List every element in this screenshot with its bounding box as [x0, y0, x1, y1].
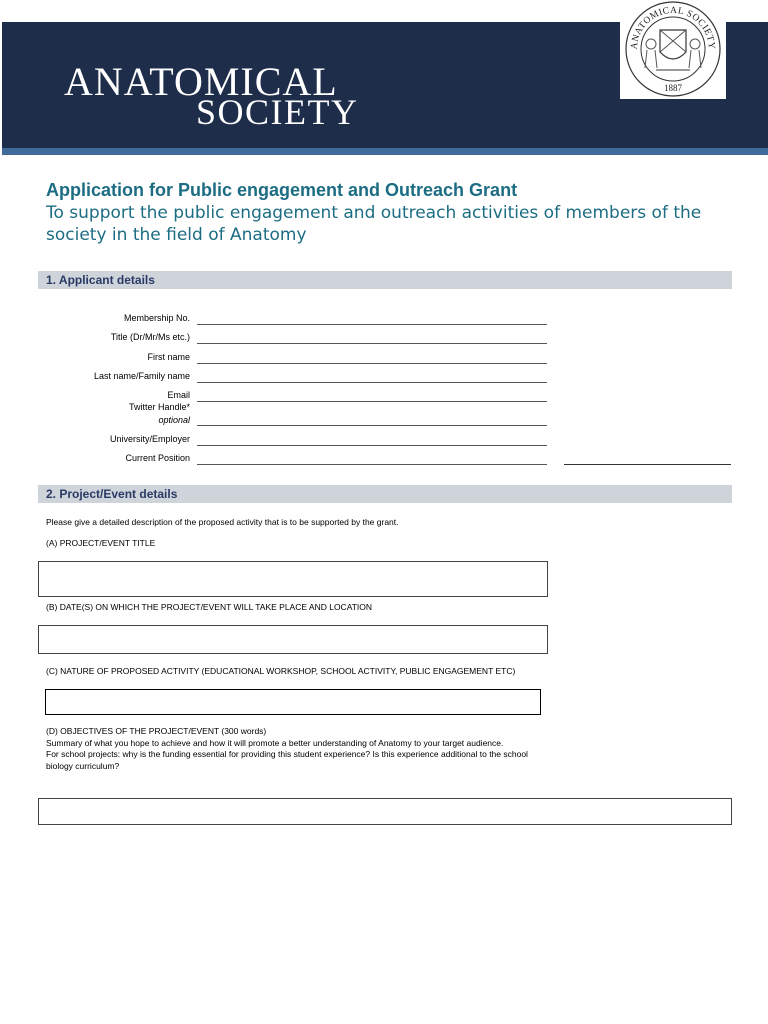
twitter-label: Twitter Handle*	[128, 402, 190, 412]
form-title: Application for Public engagement and Outreach Grant	[46, 180, 518, 200]
twitter-optional-note: optional	[158, 415, 190, 425]
section-2-heading: 2. Project/Event details	[46, 487, 178, 501]
seal-text: ANATOMICAL SOCIETY	[629, 5, 717, 50]
logo-text-line2: SOCIETY	[196, 92, 359, 132]
last-name-field[interactable]	[197, 382, 547, 383]
question-d-label: (D) OBJECTIVES OF THE PROJECT/EVENT (300 words)	[46, 726, 267, 736]
university-label: University/Employer	[109, 434, 190, 444]
question-c-label: (C) NATURE OF PROPOSED ACTIVITY (EDUCATIONAL WORKSHOP, SCHOOL ACTIVITY, PUBLIC ENGAGEMENT ETC)	[46, 666, 516, 676]
society-seal	[620, 0, 726, 99]
question-d-block	[46, 726, 546, 772]
section-1-heading: 1. Applicant details	[46, 273, 155, 287]
twitter-field[interactable]	[197, 425, 547, 426]
membership-field[interactable]	[197, 324, 547, 325]
section-1-header	[38, 271, 732, 289]
first-name-field[interactable]	[197, 363, 547, 364]
university-field[interactable]	[197, 445, 547, 446]
question-d-school: For school projects: why is the funding essential for providing this student experience? Is this experience additional to the school biology curriculum?	[46, 749, 528, 771]
header-stripe	[2, 148, 768, 155]
membership-label: Membership No.	[123, 313, 190, 323]
email-label: Email	[167, 390, 190, 400]
title-field[interactable]	[197, 343, 547, 344]
seal-icon	[620, 0, 726, 99]
last-name-label: Last name/Family name	[93, 371, 190, 381]
question-d-summary: Summary of what you hope to achieve and how it will promote a better understanding of Anatomy to your target audience.	[46, 737, 504, 748]
question-a-label: (A) PROJECT/EVENT TITLE	[46, 538, 156, 548]
objectives-input[interactable]	[38, 798, 732, 825]
position-field[interactable]	[197, 464, 547, 465]
title-label: Title (Dr/Mr/Ms etc.)	[110, 332, 190, 342]
position-label: Current Position	[125, 453, 190, 463]
activity-nature-input[interactable]	[45, 689, 541, 715]
section-2-header	[38, 485, 732, 503]
project-date-input[interactable]	[38, 625, 548, 654]
section-2-intro: Please give a detailed description of the proposed activity that is to be supported by the grant.	[46, 517, 399, 527]
email-field[interactable]	[197, 401, 547, 402]
question-b-label: (B) DATE(S) ON WHICH THE PROJECT/EVENT WILL TAKE PLACE AND LOCATION	[46, 602, 373, 612]
extra-field-line[interactable]	[564, 464, 731, 465]
form-subtitle: To support the public engagement and outreach activities of members of the society in the field of Anatomy	[46, 203, 702, 245]
logo-text-line1: ANATOMICAL	[64, 59, 338, 104]
first-name-label: First name	[147, 352, 190, 362]
seal-year: 1887	[664, 83, 682, 93]
project-title-input[interactable]	[38, 561, 548, 597]
